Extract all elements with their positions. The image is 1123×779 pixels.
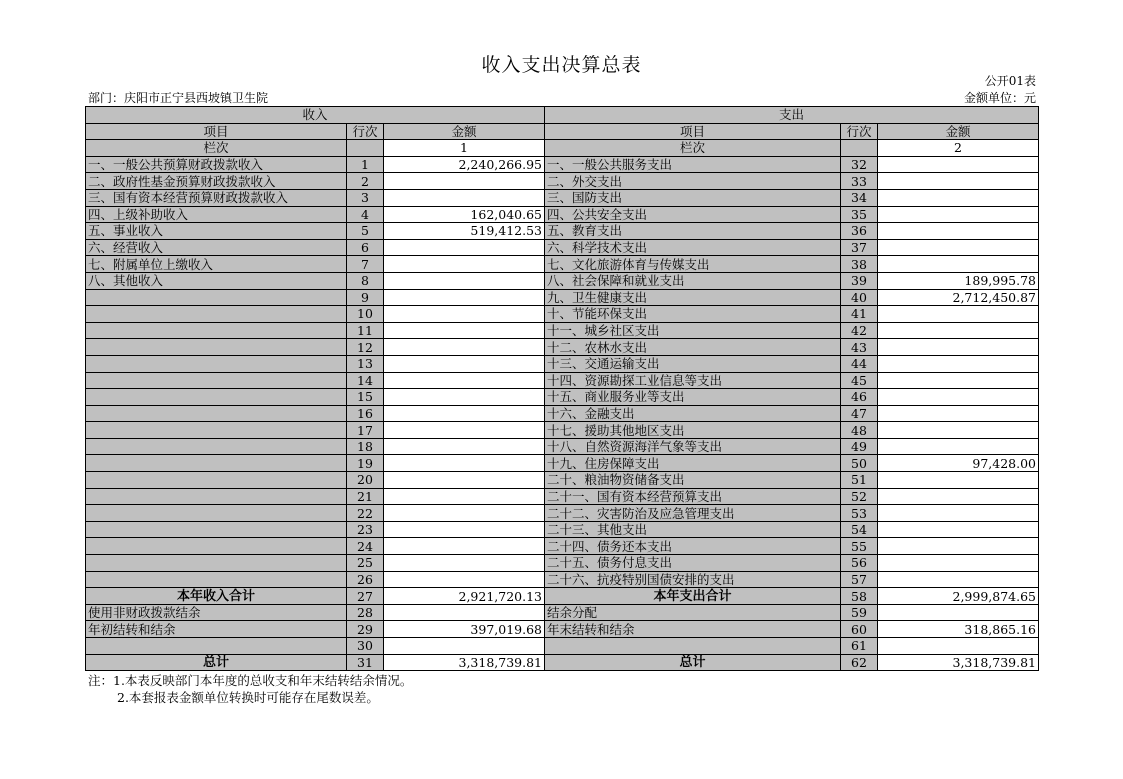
expense-amount-cell — [878, 223, 1039, 240]
table-row — [86, 638, 1039, 655]
expense-amount-cell — [878, 472, 1039, 489]
expense-item-cell: 十六、金融支出 — [545, 405, 841, 422]
expense-item-cell: 五、教育支出 — [545, 223, 841, 240]
table-row — [86, 571, 1039, 588]
income-item-cell — [86, 638, 347, 655]
table-row — [86, 372, 1039, 389]
income-amount-cell — [384, 455, 545, 472]
page-title: 收入支出决算总表 — [481, 54, 642, 76]
expense-amount-cell: 2,712,450.87 — [878, 289, 1039, 306]
expense-item-cell: 十一、城乡社区支出 — [545, 322, 841, 339]
expense-item-cell: 十九、住房保障支出 — [545, 455, 841, 472]
expense-rowno-cell: 36 — [841, 223, 878, 240]
expense-item-cell: 二十、粮油物资储备支出 — [545, 472, 841, 489]
expense-rowno-cell: 41 — [841, 306, 878, 323]
expense-item-cell: 二十四、债务还本支出 — [545, 538, 841, 555]
income-item-cell: 年初结转和结余 — [86, 621, 347, 638]
expense-amount-cell — [878, 638, 1039, 655]
department-label: 部门：庆阳市正宁县西坡镇卫生院 — [88, 91, 269, 105]
expense-item-cell: 三、国防支出 — [545, 189, 841, 206]
expense-amount-cell — [878, 206, 1039, 223]
expense-amount-cell — [878, 438, 1039, 455]
expense-amount-cell — [878, 239, 1039, 256]
income-amount-cell — [384, 322, 545, 339]
income-amount-cell — [384, 555, 545, 572]
table-row — [86, 488, 1039, 505]
expense-rowno-cell: 56 — [841, 555, 878, 572]
income-item-cell — [86, 472, 347, 489]
header-row-columns — [86, 123, 1039, 140]
expense-amount-cell — [878, 189, 1039, 206]
income-rowno-cell: 11 — [347, 322, 384, 339]
income-item-cell: 总计 — [86, 654, 347, 671]
expense-rowno-cell: 52 — [841, 488, 878, 505]
expense-amount-cell — [878, 173, 1039, 190]
expense-rowno-cell: 59 — [841, 604, 878, 621]
table-row — [86, 472, 1039, 489]
income-rowno-cell: 5 — [347, 223, 384, 240]
expense-rowno-cell: 33 — [841, 173, 878, 190]
income-rowno-cell: 26 — [347, 571, 384, 588]
table-row — [86, 272, 1039, 289]
expense-rowno-header: 行次 — [841, 123, 878, 140]
expense-item-cell: 一、一般公共服务支出 — [545, 156, 841, 173]
income-rowno-cell: 7 — [347, 256, 384, 273]
income-section-header: 收入 — [86, 107, 545, 124]
header-row-section — [86, 107, 1039, 124]
expense-rowno-cell: 37 — [841, 239, 878, 256]
expense-item-cell: 十八、自然资源海洋气象等支出 — [545, 438, 841, 455]
expense-amount-cell — [878, 505, 1039, 522]
expense-amount-cell — [878, 405, 1039, 422]
income-item-cell: 八、其他收入 — [86, 272, 347, 289]
expense-rowno-cell: 35 — [841, 206, 878, 223]
income-amount-cell: 162,040.65 — [384, 206, 545, 223]
income-item-cell — [86, 422, 347, 439]
expense-item-cell: 二十一、国有资本经营预算支出 — [545, 488, 841, 505]
expense-item-cell: 四、公共安全支出 — [545, 206, 841, 223]
income-amount-cell — [384, 355, 545, 372]
income-amount-cell — [384, 438, 545, 455]
income-item-cell — [86, 438, 347, 455]
income-column-no-blank — [347, 140, 384, 157]
income-rowno-cell: 6 — [347, 239, 384, 256]
expense-rowno-cell: 61 — [841, 638, 878, 655]
table-row — [86, 206, 1039, 223]
table-row — [86, 389, 1039, 406]
income-rowno-cell: 14 — [347, 372, 384, 389]
table-row — [86, 604, 1039, 621]
expense-item-cell: 十三、交通运输支出 — [545, 355, 841, 372]
expense-amount-cell — [878, 604, 1039, 621]
income-rowno-cell: 19 — [347, 455, 384, 472]
income-rowno-cell: 8 — [347, 272, 384, 289]
income-item-cell: 本年收入合计 — [86, 588, 347, 605]
income-rowno-cell: 1 — [347, 156, 384, 173]
table-row — [86, 223, 1039, 240]
expense-amount-cell — [878, 538, 1039, 555]
income-amount-cell: 2,240,266.95 — [384, 156, 545, 173]
income-rowno-cell: 24 — [347, 538, 384, 555]
table-row — [86, 189, 1039, 206]
income-rowno-cell: 28 — [347, 604, 384, 621]
expense-item-cell: 十五、商业服务业等支出 — [545, 389, 841, 406]
table-row — [86, 289, 1039, 306]
income-amount-cell — [384, 488, 545, 505]
income-amount-cell — [384, 389, 545, 406]
expense-item-cell: 二十六、抗疫特别国债安排的支出 — [545, 571, 841, 588]
expense-rowno-cell: 62 — [841, 654, 878, 671]
expense-item-cell: 九、卫生健康支出 — [545, 289, 841, 306]
expense-item-cell: 十七、援助其他地区支出 — [545, 422, 841, 439]
expense-amount-cell: 97,428.00 — [878, 455, 1039, 472]
income-amount-cell — [384, 571, 545, 588]
income-rowno-cell: 20 — [347, 472, 384, 489]
income-amount-cell — [384, 239, 545, 256]
income-item-cell: 七、附属单位上缴收入 — [86, 256, 347, 273]
table-row — [86, 538, 1039, 555]
income-amount-cell: 397,019.68 — [384, 621, 545, 638]
expense-amount-cell — [878, 555, 1039, 572]
income-item-cell — [86, 389, 347, 406]
expense-rowno-cell: 54 — [841, 521, 878, 538]
income-rowno-cell: 10 — [347, 306, 384, 323]
income-rowno-cell: 3 — [347, 189, 384, 206]
expense-item-cell: 二十三、其他支出 — [545, 521, 841, 538]
expense-item-cell: 年末结转和结余 — [545, 621, 841, 638]
expense-rowno-cell: 43 — [841, 339, 878, 356]
expense-column-no-label: 栏次 — [545, 140, 841, 157]
expense-amount-cell: 2,999,874.65 — [878, 588, 1039, 605]
income-item-cell — [86, 306, 347, 323]
expense-column-no: 2 — [878, 140, 1039, 157]
amount-unit-label: 金额单位：元 — [963, 91, 1036, 105]
income-amount-cell — [384, 405, 545, 422]
table-row — [86, 173, 1039, 190]
expense-item-cell: 十、节能环保支出 — [545, 306, 841, 323]
expense-item-header: 项目 — [545, 123, 841, 140]
income-rowno-cell: 29 — [347, 621, 384, 638]
income-amount-cell — [384, 272, 545, 289]
expense-item-cell: 总计 — [545, 654, 841, 671]
income-item-cell: 一、一般公共预算财政拨款收入 — [86, 156, 347, 173]
income-rowno-header: 行次 — [347, 123, 384, 140]
income-amount-cell — [384, 604, 545, 621]
footnote-2: 2.本套报表金额单位转换时可能存在尾数误差。 — [117, 690, 379, 705]
expense-amount-cell — [878, 355, 1039, 372]
expense-amount-cell: 189,995.78 — [878, 272, 1039, 289]
income-rowno-cell: 21 — [347, 488, 384, 505]
expense-amount-cell: 3,318,739.81 — [878, 654, 1039, 671]
income-rowno-cell: 2 — [347, 173, 384, 190]
table-row — [86, 156, 1039, 173]
expense-rowno-cell: 32 — [841, 156, 878, 173]
income-amount-cell — [384, 306, 545, 323]
expense-rowno-cell: 57 — [841, 571, 878, 588]
income-amount-header: 金额 — [384, 123, 545, 140]
income-rowno-cell: 30 — [347, 638, 384, 655]
income-item-cell — [86, 372, 347, 389]
income-item-cell — [86, 455, 347, 472]
table-row — [86, 306, 1039, 323]
income-amount-cell: 2,921,720.13 — [384, 588, 545, 605]
income-amount-cell — [384, 422, 545, 439]
income-rowno-cell: 23 — [347, 521, 384, 538]
expense-item-cell — [545, 638, 841, 655]
income-item-cell — [86, 289, 347, 306]
income-amount-cell — [384, 256, 545, 273]
expense-rowno-cell: 44 — [841, 355, 878, 372]
income-rowno-cell: 25 — [347, 555, 384, 572]
income-item-cell: 四、上级补助收入 — [86, 206, 347, 223]
income-amount-cell — [384, 538, 545, 555]
income-rowno-cell: 15 — [347, 389, 384, 406]
income-item-cell — [86, 521, 347, 538]
table-row — [86, 422, 1039, 439]
income-item-cell: 六、经营收入 — [86, 239, 347, 256]
expense-section-header: 支出 — [545, 107, 1039, 124]
income-column-no: 1 — [384, 140, 545, 157]
table-row — [86, 621, 1039, 638]
expense-rowno-cell: 46 — [841, 389, 878, 406]
income-item-cell — [86, 405, 347, 422]
expense-item-cell: 本年支出合计 — [545, 588, 841, 605]
table-row — [86, 355, 1039, 372]
table-row-total — [86, 654, 1039, 671]
expense-column-no-blank — [841, 140, 878, 157]
income-item-cell — [86, 322, 347, 339]
footnote-1: 注：1.本表反映部门本年度的总收支和年末结转结余情况。 — [88, 673, 413, 688]
expense-rowno-cell: 55 — [841, 538, 878, 555]
expense-item-cell: 十四、资源勘探工业信息等支出 — [545, 372, 841, 389]
expense-amount-cell — [878, 389, 1039, 406]
income-amount-cell — [384, 505, 545, 522]
expense-rowno-cell: 34 — [841, 189, 878, 206]
income-amount-cell: 519,412.53 — [384, 223, 545, 240]
expense-rowno-cell: 42 — [841, 322, 878, 339]
income-item-cell: 二、政府性基金预算财政拨款收入 — [86, 173, 347, 190]
income-item-cell — [86, 488, 347, 505]
income-rowno-cell: 22 — [347, 505, 384, 522]
table-row — [86, 555, 1039, 572]
expense-amount-cell — [878, 521, 1039, 538]
table-row — [86, 438, 1039, 455]
table-body — [86, 107, 1039, 671]
table-row — [86, 339, 1039, 356]
income-expense-table — [85, 106, 1039, 671]
expense-item-cell: 六、科学技术支出 — [545, 239, 841, 256]
expense-item-cell: 七、文化旅游体育与传媒支出 — [545, 256, 841, 273]
income-rowno-cell: 4 — [347, 206, 384, 223]
income-rowno-cell: 12 — [347, 339, 384, 356]
income-item-cell — [86, 538, 347, 555]
table-row — [86, 521, 1039, 538]
header-row-column-numbers — [86, 140, 1039, 157]
income-amount-cell — [384, 372, 545, 389]
expense-amount-cell — [878, 372, 1039, 389]
income-column-no-label: 栏次 — [86, 140, 347, 157]
table-row — [86, 505, 1039, 522]
table-row — [86, 405, 1039, 422]
table-row — [86, 239, 1039, 256]
income-rowno-cell: 16 — [347, 405, 384, 422]
expense-rowno-cell: 49 — [841, 438, 878, 455]
expense-rowno-cell: 38 — [841, 256, 878, 273]
expense-amount-cell — [878, 339, 1039, 356]
income-item-cell: 三、国有资本经营预算财政拨款收入 — [86, 189, 347, 206]
expense-item-cell: 十二、农林水支出 — [545, 339, 841, 356]
income-amount-cell — [384, 289, 545, 306]
expense-item-cell: 二十五、债务付息支出 — [545, 555, 841, 572]
expense-rowno-cell: 50 — [841, 455, 878, 472]
expense-item-cell: 二、外交支出 — [545, 173, 841, 190]
expense-amount-cell — [878, 306, 1039, 323]
income-amount-cell — [384, 638, 545, 655]
table-row — [86, 322, 1039, 339]
expense-amount-cell — [878, 156, 1039, 173]
expense-item-cell: 二十二、灾害防治及应急管理支出 — [545, 505, 841, 522]
income-item-cell — [86, 339, 347, 356]
income-rowno-cell: 9 — [347, 289, 384, 306]
income-rowno-cell: 31 — [347, 654, 384, 671]
income-item-cell — [86, 555, 347, 572]
income-item-cell — [86, 571, 347, 588]
expense-rowno-cell: 58 — [841, 588, 878, 605]
income-amount-cell — [384, 173, 545, 190]
income-amount-cell: 3,318,739.81 — [384, 654, 545, 671]
income-rowno-cell: 17 — [347, 422, 384, 439]
income-rowno-cell: 13 — [347, 355, 384, 372]
income-item-cell: 使用非财政拨款结余 — [86, 604, 347, 621]
expense-amount-cell: 318,865.16 — [878, 621, 1039, 638]
expense-rowno-cell: 60 — [841, 621, 878, 638]
expense-item-cell: 八、社会保障和就业支出 — [545, 272, 841, 289]
expense-rowno-cell: 51 — [841, 472, 878, 489]
income-rowno-cell: 18 — [347, 438, 384, 455]
form-code: 公开01表 — [984, 74, 1036, 88]
income-rowno-cell: 27 — [347, 588, 384, 605]
expense-amount-cell — [878, 322, 1039, 339]
table-row — [86, 256, 1039, 273]
income-item-header: 项目 — [86, 123, 347, 140]
expense-rowno-cell: 45 — [841, 372, 878, 389]
income-item-cell — [86, 505, 347, 522]
income-item-cell: 五、事业收入 — [86, 223, 347, 240]
income-amount-cell — [384, 521, 545, 538]
expense-rowno-cell: 39 — [841, 272, 878, 289]
expense-rowno-cell: 48 — [841, 422, 878, 439]
expense-amount-cell — [878, 571, 1039, 588]
expense-rowno-cell: 53 — [841, 505, 878, 522]
income-item-cell — [86, 355, 347, 372]
expense-amount-cell — [878, 256, 1039, 273]
table-row — [86, 455, 1039, 472]
table-row-total — [86, 588, 1039, 605]
income-amount-cell — [384, 472, 545, 489]
expense-amount-header: 金额 — [878, 123, 1039, 140]
expense-rowno-cell: 40 — [841, 289, 878, 306]
income-amount-cell — [384, 189, 545, 206]
income-amount-cell — [384, 339, 545, 356]
expense-rowno-cell: 47 — [841, 405, 878, 422]
expense-amount-cell — [878, 488, 1039, 505]
footnotes — [88, 672, 412, 706]
expense-amount-cell — [878, 422, 1039, 439]
expense-item-cell: 结余分配 — [545, 604, 841, 621]
